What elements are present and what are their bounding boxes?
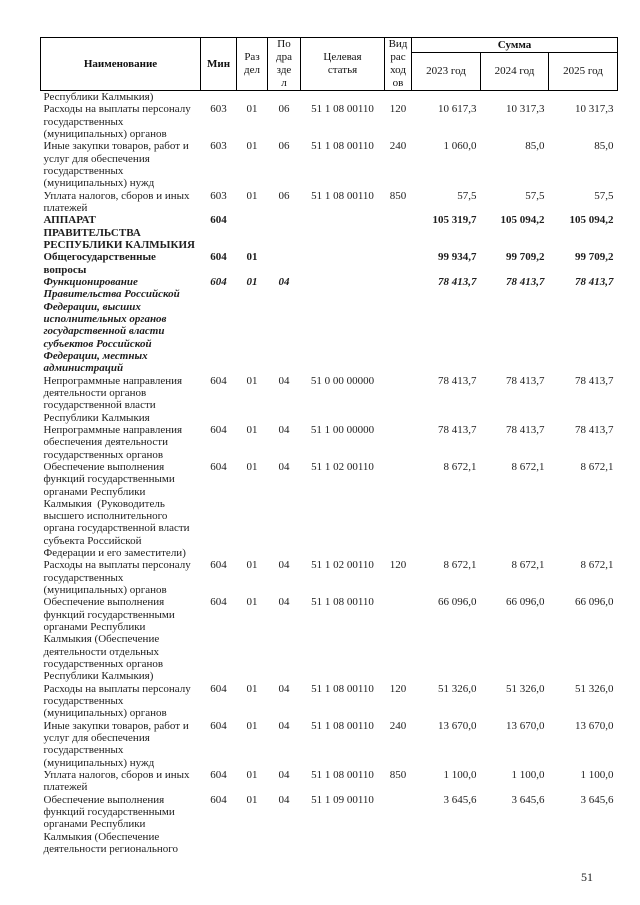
row-amount-2023: 51 326,0 [438, 682, 477, 695]
row-section-code: 01 [246, 769, 258, 782]
table-row [41, 720, 618, 769]
row-name: Обеспечение выполнения функций государственными органами Республики Калмыкия (Обеспечение деятельности регионального [43, 793, 178, 856]
row-expense-type [385, 424, 412, 461]
row-amount-2023: 3 645,6 [443, 793, 477, 806]
row-name: Республики Калмыкия) [43, 91, 154, 103]
header-name: Наименование [41, 38, 201, 91]
row-ministry-code: 603 [210, 140, 227, 153]
row-amount-2023: 10 617,3 [438, 103, 477, 116]
row-amount-2025: 99 709,2 [575, 251, 614, 264]
row-target-article [301, 251, 385, 276]
row-amount-2025: 57,5 [594, 189, 614, 202]
row-expense-type [385, 251, 412, 276]
row-amount-2024 [481, 91, 549, 104]
row-subsection-code: 04 [278, 374, 290, 387]
row-amount-2024: 1 100,0 [511, 769, 545, 782]
row-amount-2023: 1 060,0 [443, 140, 477, 153]
budget-table [40, 37, 618, 855]
header-section: Раз дел [237, 38, 268, 91]
row-ministry-code: 604 [210, 214, 227, 227]
row-amount-2023: 78 413,7 [438, 374, 477, 387]
row-target-article: 51 1 02 00110 [311, 460, 374, 473]
row-ministry-code: 604 [210, 596, 227, 609]
row-subsection-code: 04 [278, 423, 290, 436]
row-subsection-code: 04 [278, 596, 290, 609]
table-row [41, 769, 618, 794]
table-header [41, 38, 618, 91]
row-amount-2024: 78 413,7 [506, 423, 545, 436]
header-year-2025: 2025 год [549, 53, 618, 91]
row-expense-type [385, 91, 412, 104]
row-target-article: 51 1 08 00110 [311, 103, 374, 116]
table-row [41, 214, 618, 251]
row-ministry-code: 604 [210, 423, 227, 436]
row-name: Общегосударственные вопросы [43, 251, 156, 276]
row-amount-2024: 57,5 [525, 189, 545, 202]
row-amount-2025: 13 670,0 [575, 719, 614, 732]
row-subsection-code: 04 [278, 460, 290, 473]
row-name: Обеспечение выполнения функций государственными органами Республики Калмыкия (Обеспечение деятельности отдельных государственных органов Республики Калмыкия) [43, 596, 175, 683]
row-name: Непрограммные направления деятельности органов государственной власти Республики Калмыкия [43, 374, 183, 424]
row-expense-type: 240 [389, 140, 407, 153]
row-expense-type [385, 375, 412, 424]
row-section-code: 01 [246, 103, 258, 116]
row-section-code: 01 [246, 140, 258, 153]
row-target-article: 51 0 00 00000 [310, 374, 375, 387]
row-amount-2025: 78 413,7 [575, 275, 614, 288]
row-amount-2023 [412, 91, 481, 104]
row-subsection-code: 04 [278, 682, 290, 695]
row-section-code: 01 [246, 423, 258, 436]
row-section-code: 01 [246, 559, 258, 572]
table-row [41, 559, 618, 596]
row-amount-2024: 85,0 [525, 140, 545, 153]
row-name: Уплата налогов, сборов и иных платежей [43, 189, 190, 214]
row-amount-2023: 57,5 [457, 189, 477, 202]
row-section-code: 01 [246, 374, 258, 387]
row-expense-type: 120 [389, 559, 407, 572]
row-ministry-code: 604 [210, 460, 227, 473]
row-expense-type: 850 [389, 189, 407, 202]
row-amount-2024: 99 709,2 [506, 251, 545, 264]
header-year-2023: 2023 год [412, 53, 481, 91]
row-expense-type: 240 [389, 719, 407, 732]
row-ministry-code: 604 [210, 719, 227, 732]
row-amount-2025: 105 094,2 [569, 214, 614, 227]
row-target-article: 51 1 08 00110 [311, 769, 374, 782]
row-subsection-code: 06 [278, 103, 290, 116]
row-target-article: 51 1 09 00110 [311, 793, 374, 806]
row-amount-2025: 1 100,0 [580, 769, 614, 782]
row-name: Обеспечение выполнения функций государственными органами Республики Калмыкия (Руководитель высшего исполнительного органа государственной власти субъекта Российской Федерации и его заместители) [43, 460, 190, 560]
row-section-code [237, 214, 268, 251]
row-section-code: 01 [246, 793, 258, 806]
row-amount-2024: 10 317,3 [506, 103, 545, 116]
row-name: Иные закупки товаров, работ и услуг для обеспечения государственных (муниципальных) нужд [43, 719, 189, 769]
row-amount-2025: 10 317,3 [575, 103, 614, 116]
row-target-article: 51 1 00 00000 [310, 423, 375, 436]
table-row [41, 91, 618, 104]
row-section-code: 01 [246, 460, 258, 473]
row-ministry-code: 604 [210, 769, 227, 782]
row-target-article: 51 1 08 00110 [311, 719, 374, 732]
row-ministry-code: 604 [210, 793, 227, 806]
row-expense-type [385, 596, 412, 682]
row-subsection-code [268, 214, 301, 251]
row-subsection-code: 04 [278, 559, 290, 572]
row-amount-2023: 13 670,0 [438, 719, 477, 732]
header-sum: Сумма [412, 38, 618, 53]
row-section-code: 01 [246, 719, 258, 732]
header-row-top [41, 38, 618, 53]
table-row [41, 251, 618, 276]
row-amount-2024: 8 672,1 [511, 559, 545, 572]
row-amount-2025: 51 326,0 [575, 682, 614, 695]
table-row [41, 683, 618, 720]
row-amount-2023: 8 672,1 [443, 460, 477, 473]
row-ministry-code: 603 [210, 103, 227, 116]
row-amount-2024: 78 413,7 [506, 374, 545, 387]
row-expense-type [385, 276, 412, 375]
row-ministry-code [201, 91, 237, 104]
row-expense-type [385, 214, 412, 251]
row-subsection-code: 04 [278, 769, 290, 782]
row-amount-2025: 8 672,1 [580, 559, 614, 572]
row-name: АППАРАТ ПРАВИТЕЛЬСТВА РЕСПУБЛИКИ КАЛМЫКИЯ [43, 214, 195, 251]
row-amount-2023: 1 100,0 [443, 769, 477, 782]
row-amount-2023: 105 319,7 [432, 214, 477, 227]
row-target-article [301, 214, 385, 251]
row-subsection-code: 04 [278, 275, 290, 288]
row-name: Функционирование Правительства Российской Федерации, высших исполнительных органов государственной власти субъектов Российской Федерации, местных администраций [43, 275, 180, 375]
row-amount-2024: 51 326,0 [506, 682, 545, 695]
row-amount-2024: 8 672,1 [511, 460, 545, 473]
row-ministry-code: 603 [210, 189, 227, 202]
row-target-article: 51 1 02 00110 [311, 559, 374, 572]
row-amount-2024: 13 670,0 [506, 719, 545, 732]
table-body [41, 91, 618, 856]
table-row [41, 424, 618, 461]
row-expense-type: 850 [389, 769, 407, 782]
table-row [41, 276, 618, 375]
row-name: Расходы на выплаты персоналу государственных (муниципальных) органов [43, 682, 191, 720]
row-amount-2023: 78 413,7 [438, 275, 477, 288]
row-amount-2024: 105 094,2 [500, 214, 545, 227]
row-target-article [301, 91, 385, 104]
row-amount-2024: 3 645,6 [511, 793, 545, 806]
row-amount-2023: 66 096,0 [438, 596, 477, 609]
row-expense-type: 120 [389, 682, 407, 695]
row-subsection-code: 06 [278, 189, 290, 202]
row-ministry-code: 604 [210, 374, 227, 387]
row-amount-2025: 3 645,6 [580, 793, 614, 806]
row-section-code [237, 91, 268, 104]
page-number: 51 [581, 870, 593, 884]
table-row [41, 794, 618, 856]
row-target-article: 51 1 08 00110 [311, 682, 374, 695]
row-target-article [301, 276, 385, 375]
row-target-article: 51 1 08 00110 [311, 140, 374, 153]
table-row [41, 461, 618, 560]
row-amount-2025: 85,0 [594, 140, 614, 153]
row-expense-type: 120 [389, 103, 407, 116]
table-row [41, 375, 618, 424]
row-amount-2025: 66 096,0 [575, 596, 614, 609]
row-ministry-code: 604 [210, 275, 227, 288]
row-expense-type [385, 461, 412, 560]
row-name: Непрограммные направления обеспечения деятельности государственных органов [43, 423, 183, 461]
row-expense-type [385, 794, 412, 856]
row-ministry-code: 604 [210, 251, 227, 264]
header-year-2024: 2024 год [481, 53, 549, 91]
row-subsection-code [268, 251, 301, 276]
row-amount-2024: 78 413,7 [506, 275, 545, 288]
row-target-article: 51 1 08 00110 [311, 596, 374, 609]
row-ministry-code: 604 [210, 559, 227, 572]
row-section-code: 01 [246, 275, 258, 288]
table-row [41, 103, 618, 140]
header-target-article: Целевая статья [301, 38, 385, 91]
table-row [41, 596, 618, 682]
row-name: Расходы на выплаты персоналу государственных (муниципальных) органов [43, 559, 191, 597]
row-amount-2025: 8 672,1 [580, 460, 614, 473]
row-name: Иные закупки товаров, работ и услуг для обеспечения государственных (муниципальных) нужд [43, 140, 189, 190]
header-expense-type: Вид рас ход ов [385, 38, 412, 91]
row-name: Расходы на выплаты персоналу государственных (муниципальных) органов [43, 103, 191, 140]
header-subsection: По дра зде л [268, 38, 301, 91]
row-subsection-code: 04 [278, 793, 290, 806]
row-target-article: 51 1 08 00110 [311, 189, 374, 202]
row-amount-2024: 66 096,0 [506, 596, 545, 609]
row-amount-2025 [549, 91, 618, 104]
row-amount-2023: 78 413,7 [438, 423, 477, 436]
table-row [41, 140, 618, 189]
row-subsection-code [268, 91, 301, 104]
row-amount-2023: 99 934,7 [438, 251, 477, 264]
row-subsection-code: 06 [278, 140, 290, 153]
row-ministry-code: 604 [210, 682, 227, 695]
row-section-code: 01 [246, 251, 258, 264]
row-section-code: 01 [246, 189, 258, 202]
table-row [41, 190, 618, 215]
row-section-code: 01 [246, 682, 258, 695]
row-amount-2025: 78 413,7 [575, 374, 614, 387]
row-subsection-code: 04 [278, 719, 290, 732]
row-name: Уплата налогов, сборов и иных платежей [43, 769, 190, 794]
row-amount-2025: 78 413,7 [575, 423, 614, 436]
row-amount-2023: 8 672,1 [443, 559, 477, 572]
header-ministry: Мин [201, 38, 237, 91]
row-section-code: 01 [246, 596, 258, 609]
